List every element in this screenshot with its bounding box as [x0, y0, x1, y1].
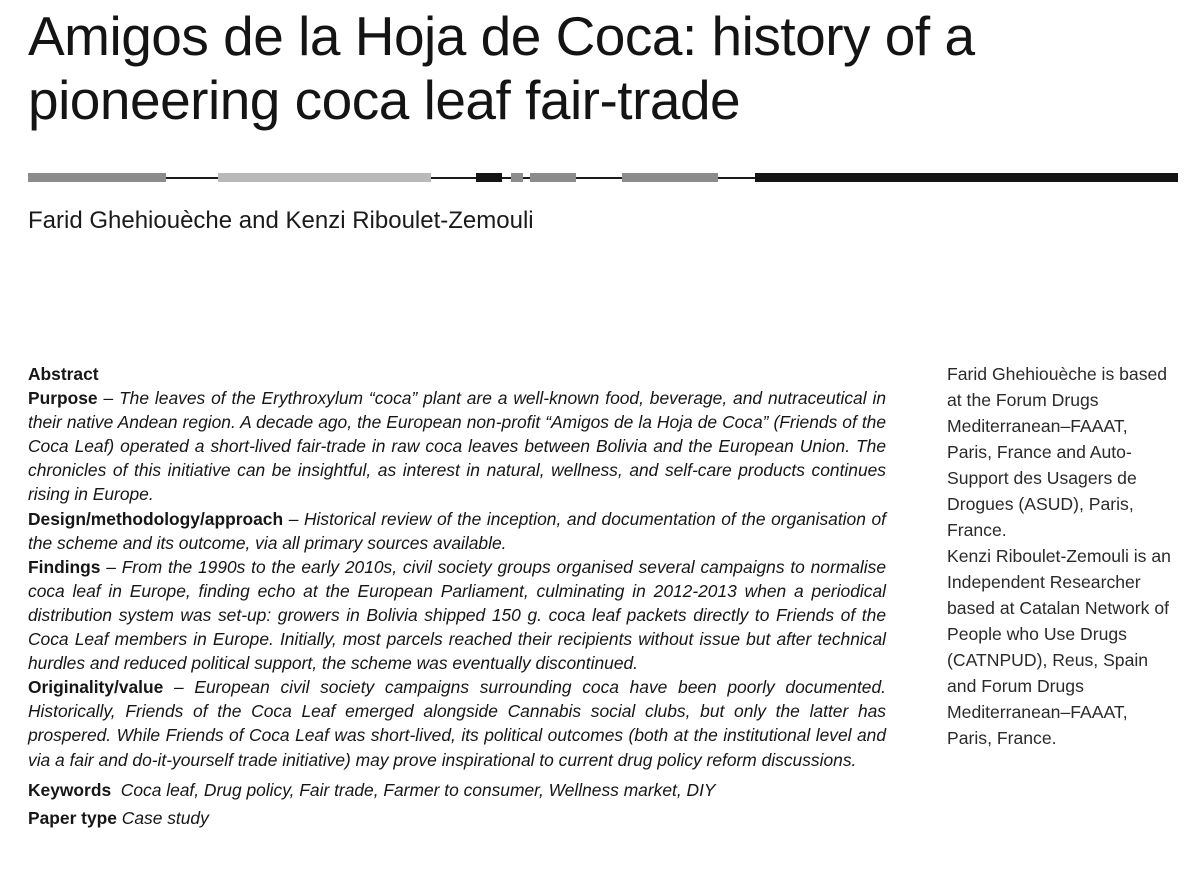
- purpose-dash: –: [97, 388, 120, 409]
- divider-segment: [511, 173, 523, 182]
- divider-segment: [755, 173, 1178, 182]
- abstract-findings: [28, 555, 886, 675]
- findings-dash: –: [100, 556, 122, 577]
- abstract-originality: [28, 675, 886, 771]
- divider-segment: [476, 173, 502, 182]
- purpose-text: The leaves of the Erythroxylum “coca” plant are a well-known food, beverage, and nutraceutical in their native Andean region. A decade ago, the European non-profit “Amigos de la Hoja de Coca” (Friends of the Coca Leaf) operated a short-lived fair-trade in raw coca leaves between Bolivia and the European Union. The chronicles of this initiative can be insightful, as interest in natural, wellness, and self-care products continues rising in Europe.: [28, 388, 886, 505]
- originality-text: European civil society campaigns surrounding coca have been poorly documented. Historically, Friends of the Coca Leaf emerged alongside Cannabis social clubs, but only the latter has prospered. While Friends of Coca Leaf was short-lived, its political outcomes (both at the institutional level and via a fair and do-it-yourself trade initiative) may prove inspirational to current drug policy reform discussions.: [28, 677, 886, 770]
- paper-type-label: Paper type: [28, 807, 117, 828]
- paper-type-text: Case study: [121, 807, 209, 828]
- design-text: Historical review of the inception, and documentation of the organisation of the scheme and its outcome, via all primary sources available.: [28, 508, 886, 553]
- design-dash: –: [283, 508, 304, 529]
- originality-dash: –: [163, 677, 195, 698]
- originality-label: Originality/value: [28, 677, 164, 698]
- findings-text: From the 1990s to the early 2010s, civil society groups organised several campaigns to normalise coca leaf in Europe, finding echo at the European Parliament, culminating in 2012-2013 when a periodical distribution system was set-up: growers in Bolivia shipped 150 g. coca leaf packets directly to Friends of the Coca Leaf members in Europe. Initially, most parcels reached their recipients without issue but after technical hurdles and reduced political support, the scheme was eventually discontinued.: [28, 556, 886, 674]
- article-title: Amigos de la Hoja de Coca: history of a pioneering coca leaf fair-trade: [28, 5, 975, 131]
- title-divider: [28, 170, 1178, 184]
- divider-segment: [28, 173, 166, 182]
- abstract: [28, 362, 886, 830]
- affiliation-ghehioueche: Farid Ghehiouèche is based at the Forum Drugs Mediterranean–FAAAT, Paris, France and Auto-Support des Usagers de Drogues (ASUD), Paris, France.: [947, 364, 1168, 540]
- affiliation-riboulet-zemouli: Kenzi Riboulet-Zemouli is an Independent Researcher based at Catalan Network of People who Use Drugs (CATNPUD), Reus, Spain and Forum Drugs Mediterranean–FAAAT, Paris, France.: [947, 546, 1171, 748]
- divider-segment: [622, 173, 718, 182]
- divider-segment: [530, 173, 576, 182]
- abstract-design: [28, 507, 886, 555]
- design-label: Design/methodology/approach: [28, 508, 284, 529]
- abstract-paper-type: [28, 806, 886, 830]
- findings-label: Findings: [28, 556, 101, 577]
- abstract-keywords: [28, 778, 886, 802]
- abstract-heading: Abstract: [28, 364, 99, 384]
- abstract-purpose: [28, 386, 886, 506]
- keywords-text: Coca leaf, Drug policy, Fair trade, Farmer to consumer, Wellness market, DIY: [120, 779, 716, 800]
- purpose-label: Purpose: [28, 388, 98, 409]
- divider-segment: [218, 173, 431, 182]
- keywords-label: Keywords: [28, 779, 112, 800]
- authors: Farid Ghehiouèche and Kenzi Riboulet-Zemouli: [28, 207, 534, 234]
- author-affiliations: [947, 361, 1177, 751]
